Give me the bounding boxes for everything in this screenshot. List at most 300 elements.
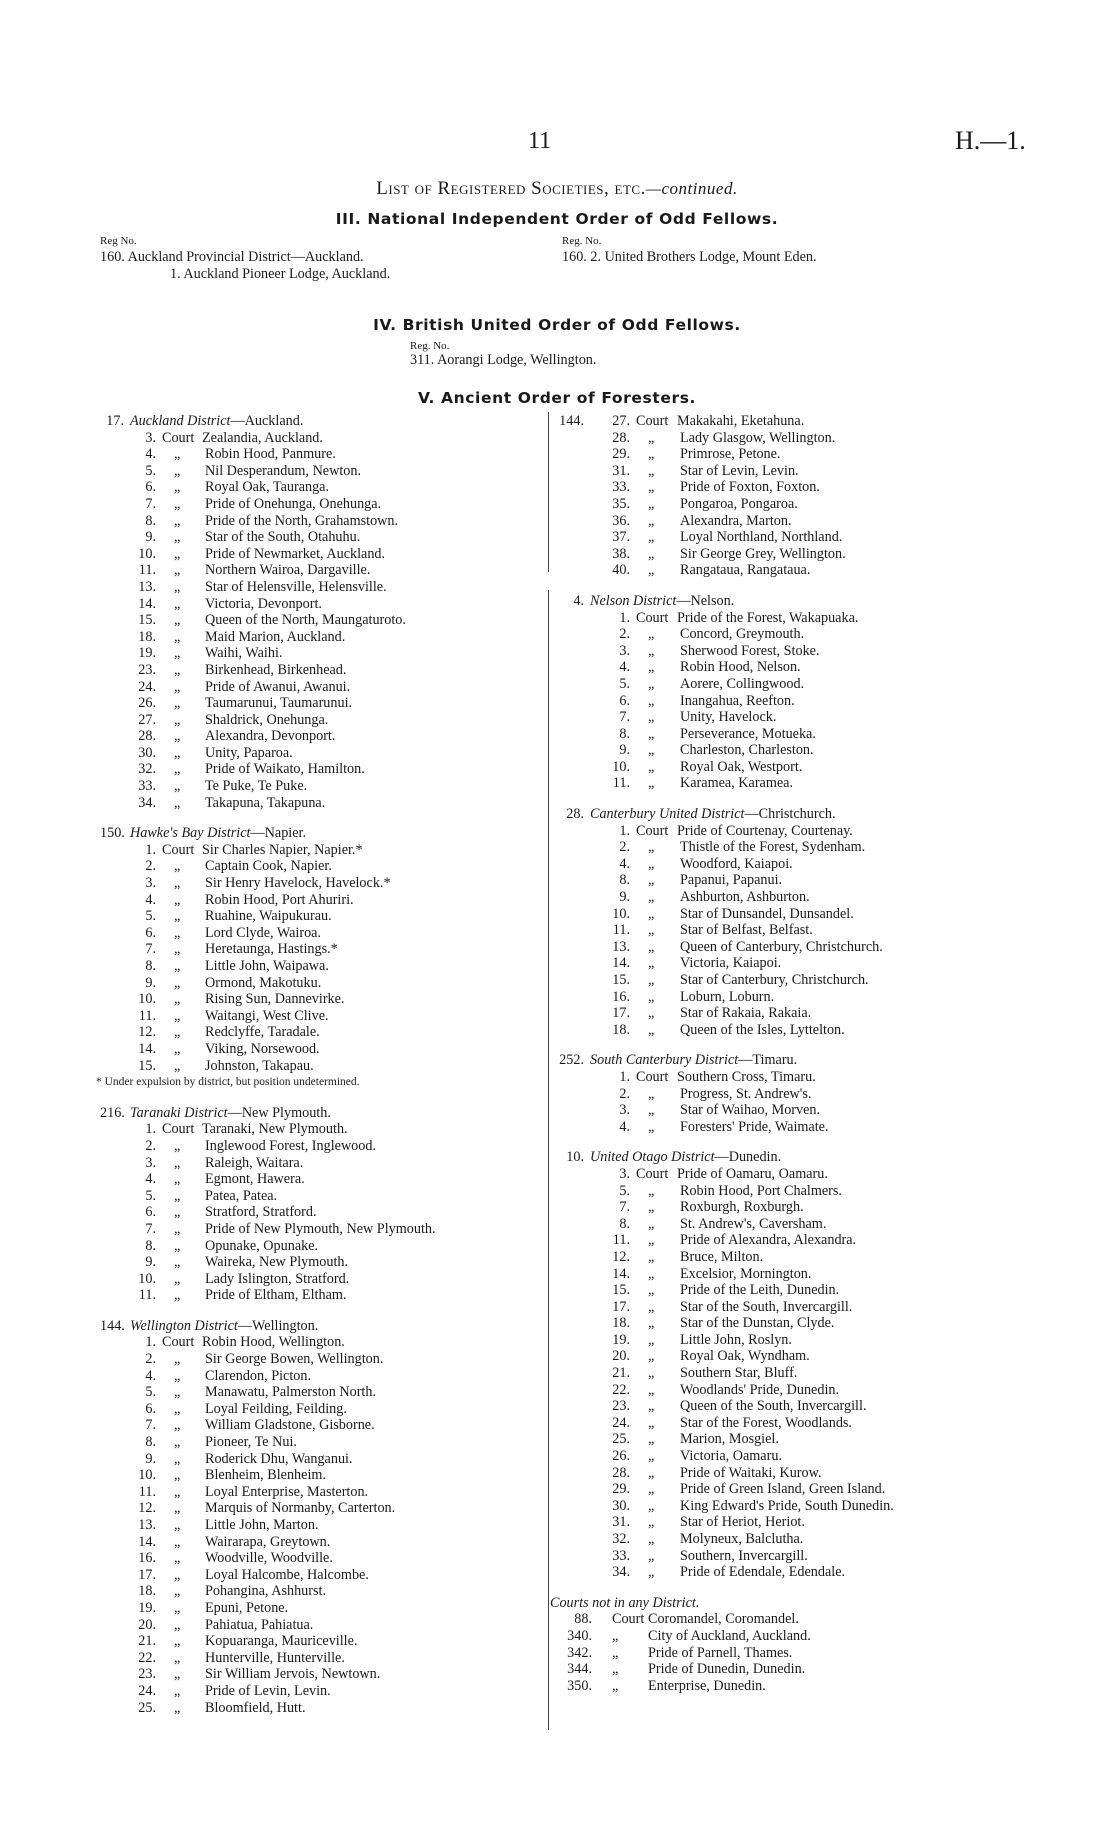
court-number: 11. [612, 922, 630, 939]
list-item [556, 479, 996, 496]
court-number: 340. [567, 1627, 592, 1644]
list-item [100, 875, 540, 892]
list-item [556, 1661, 996, 1678]
court-name: Redclyffe, Taradale. [205, 1024, 320, 1041]
list-item [100, 1058, 540, 1075]
court-name: Pride of Edendale, Edendale. [680, 1564, 846, 1581]
court-number: 1. [145, 841, 156, 858]
court-number: 15. [138, 612, 156, 629]
court-label: „ [648, 972, 655, 988]
district-reg-no: 216. [100, 1104, 125, 1121]
list-item [100, 430, 540, 447]
court-label: „ [174, 875, 181, 892]
court-label: „ [648, 429, 655, 446]
court-name: Ashburton, Ashburton. [680, 889, 810, 906]
list-item [556, 759, 996, 776]
list-item [100, 1484, 540, 1501]
court-name: Pioneer, Te Nui. [205, 1434, 297, 1451]
court-label: „ [648, 692, 655, 709]
court-name: City of Auckland, Auckland. [648, 1627, 811, 1644]
list-item [100, 446, 540, 463]
list-item [556, 1465, 996, 1482]
court-label: „ [174, 1171, 181, 1188]
list-item [556, 1348, 996, 1365]
court-number: 4. [145, 1367, 156, 1384]
court-number: 26. [138, 695, 156, 712]
list-item [556, 1514, 996, 1531]
court-number: 32. [612, 1531, 630, 1547]
list-item [556, 496, 996, 513]
list-item [100, 562, 540, 579]
court-number: 32. [138, 761, 156, 778]
court-label: „ [648, 1102, 655, 1119]
court-label: „ [174, 1237, 181, 1254]
list-item [556, 1232, 996, 1249]
footnote [96, 1074, 540, 1091]
court-label: „ [648, 1248, 655, 1265]
court-number: 11. [138, 1007, 156, 1024]
court-label: „ [174, 1450, 181, 1467]
court-label: „ [648, 775, 655, 792]
list-item [100, 1534, 540, 1551]
district-town: —Napier. [250, 825, 307, 842]
list-item [100, 1384, 540, 1401]
court-name: Royal Oak, Tauranga. [205, 479, 330, 496]
court-number: 33. [612, 479, 630, 496]
list-item [556, 659, 996, 676]
court-number: 2. [619, 839, 630, 856]
court-label: „ [648, 446, 655, 463]
court-label: „ [648, 1464, 655, 1481]
court-number: 14. [612, 955, 630, 972]
list-item [556, 1498, 996, 1515]
list-item [556, 1448, 996, 1465]
court-name: Robin Hood, Nelson. [680, 659, 801, 676]
court-label: „ [174, 495, 181, 512]
court-label: „ [174, 529, 181, 546]
list-item [556, 1199, 996, 1216]
page-code: H.—1. [955, 126, 1026, 155]
court-name: Woodlands' Pride, Dunedin. [680, 1381, 840, 1398]
court-name: Waireka, New Plymouth. [205, 1254, 349, 1271]
district-heading [100, 825, 540, 842]
court-label: „ [174, 794, 181, 811]
court-number: 7. [619, 1199, 630, 1216]
court-label: „ [174, 1287, 181, 1304]
court-number: 11. [138, 1287, 156, 1304]
court-name: Pride of Foxton, Foxton. [680, 479, 820, 496]
court-number: 10. [138, 545, 156, 562]
court-number: 38. [612, 545, 630, 562]
court-label: „ [174, 744, 181, 761]
court-name: Rising Sun, Dannevirke. [205, 991, 345, 1008]
court-label: „ [174, 991, 181, 1008]
district-town: —Wellington. [237, 1317, 319, 1334]
court-name: Pride of the North, Grahamstown. [205, 512, 399, 529]
court-number: 31. [612, 1514, 630, 1531]
court-name: Loburn, Loburn. [680, 988, 775, 1005]
court-label: „ [174, 858, 181, 875]
court-number: 25. [138, 1699, 156, 1716]
list-item [556, 839, 996, 856]
court-label: Court [636, 609, 669, 626]
court-number: 34. [612, 1564, 630, 1581]
court-label: „ [174, 1057, 181, 1074]
court-number: 7. [145, 941, 156, 958]
list-item [556, 676, 996, 693]
court-name: Aorere, Collingwood. [680, 675, 805, 692]
court-label: „ [174, 1500, 181, 1517]
court-number: 9. [145, 1254, 156, 1271]
list-item [556, 1069, 996, 1086]
district-reg-no: 10. [566, 1149, 584, 1166]
list-item [100, 1550, 540, 1567]
court-name: Pride of Dunedin, Dunedin. [648, 1661, 806, 1678]
court-name: Inglewood Forest, Inglewood. [205, 1137, 377, 1154]
court-number: 19. [138, 645, 156, 662]
right-column [550, 413, 996, 1694]
list-item [100, 1008, 540, 1025]
list-item [556, 939, 996, 956]
list-item [100, 463, 540, 480]
court-label: „ [648, 1182, 655, 1199]
court-number: 15. [612, 972, 630, 988]
court-label: „ [648, 1021, 655, 1038]
district-town: —Christchurch. [744, 806, 836, 823]
court-label: „ [648, 1531, 655, 1547]
court-number: 3. [619, 1165, 630, 1182]
court-name: William Gladstone, Gisborne. [205, 1417, 375, 1434]
court-name: Charleston, Charleston. [680, 742, 814, 759]
court-number: 27. [612, 413, 630, 429]
court-label: „ [648, 1348, 655, 1365]
district-town: —Nelson. [676, 592, 735, 609]
court-number: 18. [612, 1315, 630, 1332]
court-label: „ [174, 941, 181, 958]
list-item [100, 479, 540, 496]
court-name: Roderick Dhu, Wanganui. [205, 1450, 353, 1467]
court-number: 33. [138, 778, 156, 795]
list-item [100, 761, 540, 778]
court-number: 18. [138, 628, 156, 645]
court-name: Sherwood Forest, Stoke. [680, 642, 820, 659]
court-label: „ [174, 711, 181, 728]
court-name: Taranaki, New Plymouth. [202, 1121, 348, 1138]
list-item [556, 742, 996, 759]
district-heading [556, 1052, 996, 1069]
district-reg-no: 4. [573, 592, 584, 609]
court-number: 342. [567, 1644, 592, 1661]
court-name: Victoria, Devonport. [205, 595, 322, 612]
court-name: Robin Hood, Wellington. [202, 1334, 345, 1351]
court-number: 5. [145, 908, 156, 925]
list-item [100, 1238, 540, 1255]
court-number: 8. [619, 725, 630, 742]
court-number: 2. [145, 858, 156, 875]
court-label: „ [648, 725, 655, 742]
court-label: „ [174, 1616, 181, 1633]
page-number: 11 [528, 128, 552, 154]
court-label: „ [648, 462, 655, 479]
court-number: 4. [619, 659, 630, 676]
court-number: 8. [145, 1237, 156, 1254]
list-item [100, 908, 540, 925]
column-divider-lower [548, 590, 549, 1730]
court-name: Thistle of the Forest, Sydenham. [680, 839, 866, 856]
court-number: 33. [612, 1547, 630, 1564]
list-item [556, 1282, 996, 1299]
list-item [100, 1500, 540, 1517]
district-reg-no: 144. [559, 413, 584, 429]
court-name: St. Andrew's, Caversham. [680, 1215, 827, 1232]
court-label: „ [174, 1137, 181, 1154]
list-item [556, 413, 996, 430]
court-name: Star of Canterbury, Christchurch. [680, 972, 869, 988]
court-number: 23. [612, 1398, 630, 1415]
list-item [100, 1155, 540, 1172]
court-name: Hunterville, Hunterville. [205, 1649, 345, 1666]
court-name: Southern Star, Bluff. [680, 1365, 798, 1382]
court-label: „ [174, 578, 181, 595]
list-item [100, 892, 540, 909]
list-item [100, 1567, 540, 1584]
district-name [590, 806, 836, 823]
court-label: „ [648, 626, 655, 643]
court-number: 5. [145, 462, 156, 479]
list-item [556, 709, 996, 726]
district-heading [100, 413, 540, 430]
list-item [100, 1138, 540, 1155]
list-item [100, 991, 540, 1008]
list-item [100, 1334, 540, 1351]
court-label: „ [174, 778, 181, 795]
court-number: 19. [138, 1599, 156, 1616]
court-name: Unity, Paparoa. [205, 744, 293, 761]
court-number: 12. [612, 1248, 630, 1265]
court-name: Sir George Bowen, Wellington. [205, 1351, 384, 1368]
court-label: „ [174, 1550, 181, 1567]
court-name: Bloomfield, Hutt. [205, 1699, 306, 1716]
district-name [590, 1149, 781, 1166]
court-name: Zealandia, Auckland. [202, 429, 323, 446]
district-name-text: Auckland District [130, 413, 231, 429]
court-name: Star of Waihao, Morven. [680, 1102, 821, 1119]
court-number: 9. [145, 974, 156, 991]
court-label: „ [648, 495, 655, 512]
section-4-reg-label: Reg. No. [410, 340, 450, 352]
court-name: Bruce, Milton. [680, 1248, 764, 1265]
court-label: „ [174, 612, 181, 629]
court-label: „ [648, 938, 655, 955]
list-item [556, 872, 996, 889]
court-name: Star of the South, Invercargill. [680, 1298, 853, 1315]
court-number: 5. [145, 1384, 156, 1401]
court-number: 24. [138, 1682, 156, 1699]
court-name: Victoria, Kaiapoi. [680, 955, 782, 972]
court-name: Loyal Enterprise, Masterton. [205, 1483, 369, 1500]
spacer [100, 811, 540, 825]
section-3-lodge-1: 1. Auckland Pioneer Lodge, Auckland. [170, 266, 391, 282]
list-item [100, 529, 540, 546]
court-number: 4. [619, 1118, 630, 1135]
court-name: Woodville, Woodville. [205, 1550, 333, 1567]
reg-label-right: Reg. No. [562, 235, 602, 247]
court-label: „ [174, 908, 181, 925]
court-name: Sir William Jervois, Newtown. [205, 1666, 381, 1683]
court-name: Southern, Invercargill. [680, 1547, 808, 1564]
court-name: Little John, Waipawa. [205, 958, 329, 974]
court-label: „ [174, 1483, 181, 1500]
court-name: Star of Levin, Levin. [680, 462, 799, 479]
court-label: „ [648, 922, 655, 939]
court-label: „ [648, 1365, 655, 1382]
court-label: „ [648, 1564, 655, 1581]
court-number: 5. [619, 1182, 630, 1199]
court-name: Star of Helensville, Helensville. [205, 578, 387, 595]
district-heading [100, 1105, 540, 1122]
list-item [100, 1171, 540, 1188]
court-number: 8. [145, 512, 156, 529]
court-label: „ [174, 661, 181, 678]
court-name: King Edward's Pride, South Dunedin. [680, 1497, 894, 1514]
court-label: „ [648, 1085, 655, 1102]
court-number: 11. [612, 1232, 630, 1249]
court-name: Robin Hood, Port Ahuriri. [205, 891, 354, 908]
court-name: Papanui, Papanui. [680, 872, 783, 889]
district-name [590, 1052, 797, 1069]
court-label: „ [174, 1666, 181, 1683]
court-label: „ [174, 1220, 181, 1237]
court-number: 1. [619, 1068, 630, 1085]
list-item [100, 695, 540, 712]
list-item [556, 610, 996, 627]
court-label: „ [648, 988, 655, 1005]
district-heading [556, 593, 996, 610]
court-label: Court [636, 822, 669, 839]
list-item [556, 1398, 996, 1415]
list-item [100, 1700, 540, 1717]
court-label: „ [174, 462, 181, 479]
list-item [556, 1431, 996, 1448]
section-4-title: IV. British United Order of Odd Fellows. [373, 316, 741, 334]
court-name: Royal Oak, Westport. [680, 758, 803, 775]
district-name-text: Canterbury United District [590, 806, 745, 823]
court-number: 8. [619, 1215, 630, 1232]
court-number: 21. [612, 1365, 630, 1382]
court-name: Pride of Green Island, Green Island. [680, 1481, 886, 1498]
court-name: Lady Glasgow, Wellington. [680, 429, 836, 446]
list-item [556, 626, 996, 643]
district-heading [556, 806, 996, 823]
court-number: 344. [567, 1661, 592, 1678]
court-number: 26. [612, 1448, 630, 1465]
court-number: 4. [145, 1171, 156, 1188]
spacer [556, 1038, 996, 1052]
court-name: Marion, Mosgiel. [680, 1431, 779, 1448]
court-name: Heretaunga, Hastings.* [205, 941, 338, 958]
list-item [100, 1683, 540, 1700]
court-number: 3. [145, 1154, 156, 1171]
court-number: 7. [145, 495, 156, 512]
list-item [100, 513, 540, 530]
list-item [100, 662, 540, 679]
list-item [100, 1617, 540, 1634]
court-number: 6. [145, 1400, 156, 1417]
court-label: „ [174, 761, 181, 778]
list-item [100, 1121, 540, 1138]
court-label: „ [648, 1005, 655, 1022]
court-number: 31. [612, 462, 630, 479]
court-label: „ [648, 1481, 655, 1498]
court-number: 6. [145, 479, 156, 496]
subheading [550, 1594, 996, 1612]
court-number: 2. [619, 626, 630, 643]
court-name: Johnston, Takapau. [205, 1057, 314, 1074]
district-reg-no: 150. [100, 825, 125, 842]
court-name: Marquis of Normanby, Carterton. [205, 1500, 396, 1517]
court-number: 28. [612, 429, 630, 446]
court-label: „ [174, 1467, 181, 1484]
district-town: —New Plymouth. [227, 1104, 331, 1121]
court-number: 7. [145, 1417, 156, 1434]
court-number: 7. [145, 1220, 156, 1237]
district-town: —Auckland. [230, 413, 304, 429]
court-name: Pride of Oamaru, Oamaru. [677, 1165, 828, 1182]
court-label: „ [174, 1187, 181, 1204]
list-item [556, 922, 996, 939]
list-item [556, 726, 996, 743]
list-item [100, 1650, 540, 1667]
court-label: Court [636, 413, 669, 429]
section-3-title: III. National Independent Order of Odd Fellows. [335, 210, 779, 228]
list-title-continued: —continued. [645, 179, 738, 198]
list-item [100, 858, 540, 875]
court-number: 23. [138, 1666, 156, 1683]
court-name: Coromandel, Coromandel. [648, 1611, 799, 1628]
court-label: „ [648, 1514, 655, 1531]
section-5-title: V. Ancient Order of Foresters. [417, 389, 697, 407]
list-item [100, 1287, 540, 1304]
court-name: Manawatu, Palmerston North. [205, 1384, 377, 1401]
court-name: Robin Hood, Panmure. [205, 446, 336, 463]
court-name: Waihi, Waihi. [205, 645, 283, 662]
list-item [556, 1332, 996, 1349]
court-label: Court [162, 841, 195, 858]
list-item [556, 1645, 996, 1662]
court-name: Queen of the South, Invercargill. [680, 1398, 867, 1415]
list-item [556, 1678, 996, 1695]
court-label: „ [648, 1547, 655, 1564]
district-name-text: Taranaki District [130, 1104, 228, 1121]
list-item [100, 1041, 540, 1058]
list-item [100, 1351, 540, 1368]
court-number: 6. [619, 692, 630, 709]
court-number: 17. [612, 1298, 630, 1315]
court-name: Queen of Canterbury, Christchurch. [680, 938, 883, 955]
list-item [100, 596, 540, 613]
court-label: „ [174, 1583, 181, 1600]
court-number: 25. [612, 1431, 630, 1448]
list-item [100, 1583, 540, 1600]
court-label: „ [648, 1431, 655, 1448]
court-name: Star of Dunsandel, Dunsandel. [680, 905, 854, 922]
court-name: Maid Marion, Auckland. [205, 628, 346, 645]
court-name: Foresters' Pride, Waimate. [680, 1118, 829, 1135]
court-name: Star of Belfast, Belfast. [680, 922, 813, 939]
court-name: Ormond, Makotuku. [205, 974, 322, 991]
court-name: Progress, St. Andrew's. [680, 1085, 812, 1102]
list-item [556, 1166, 996, 1183]
